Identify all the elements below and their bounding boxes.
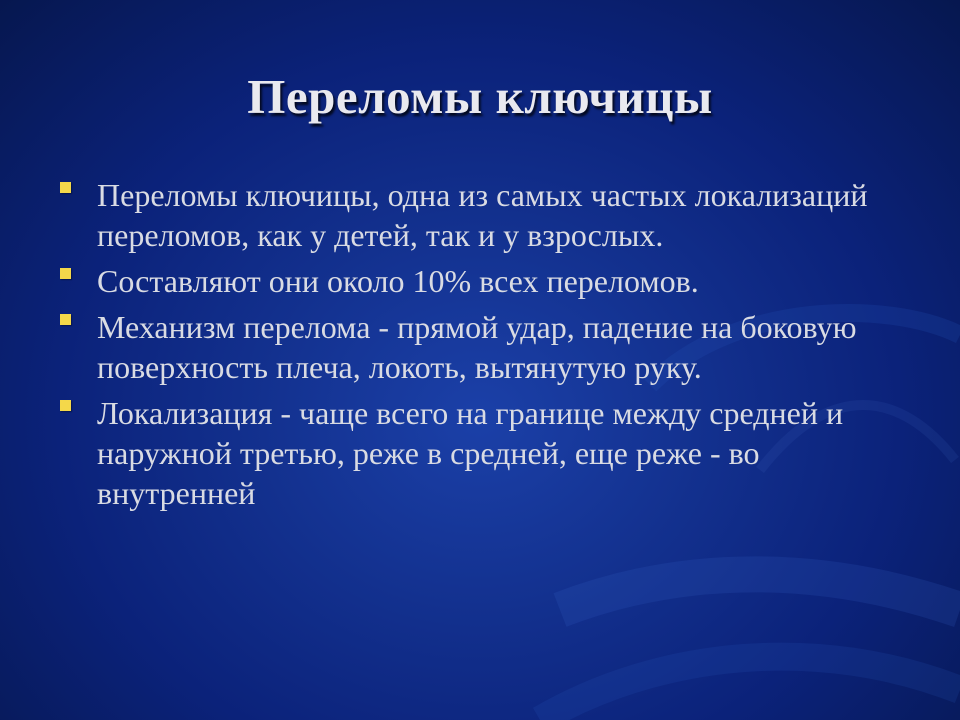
yellow-square-bullet-icon: [60, 314, 71, 325]
yellow-square-bullet-icon: [60, 182, 71, 193]
bullet-item-localization: [60, 393, 870, 513]
background-swoosh-middle: [560, 574, 960, 610]
bullet-text: Локализация - чаще всего на границе между средней и наружной третью, реже в средней, еще реже - во внутренней: [97, 395, 844, 511]
yellow-square-bullet-icon: [60, 268, 71, 279]
bullet-item-percentage: [60, 261, 870, 301]
bullet-text: Механизм перелома - прямой удар, падение на боковую поверхность плеча, локоть, вытянутую руку.: [97, 309, 857, 385]
background-swoosh-lower: [540, 657, 960, 720]
bullet-item-frequency: [60, 175, 870, 255]
bullet-item-mechanism: [60, 307, 870, 387]
bullet-list: [60, 175, 870, 519]
bullet-text: Переломы ключицы, одна из самых частых локализаций переломов, как у детей, так и у взрослых.: [97, 177, 868, 253]
slide-title: Переломы ключицы: [247, 69, 713, 124]
bullet-text: Составляют они около 10% всех переломов.: [97, 263, 699, 299]
yellow-square-bullet-icon: [60, 400, 71, 411]
